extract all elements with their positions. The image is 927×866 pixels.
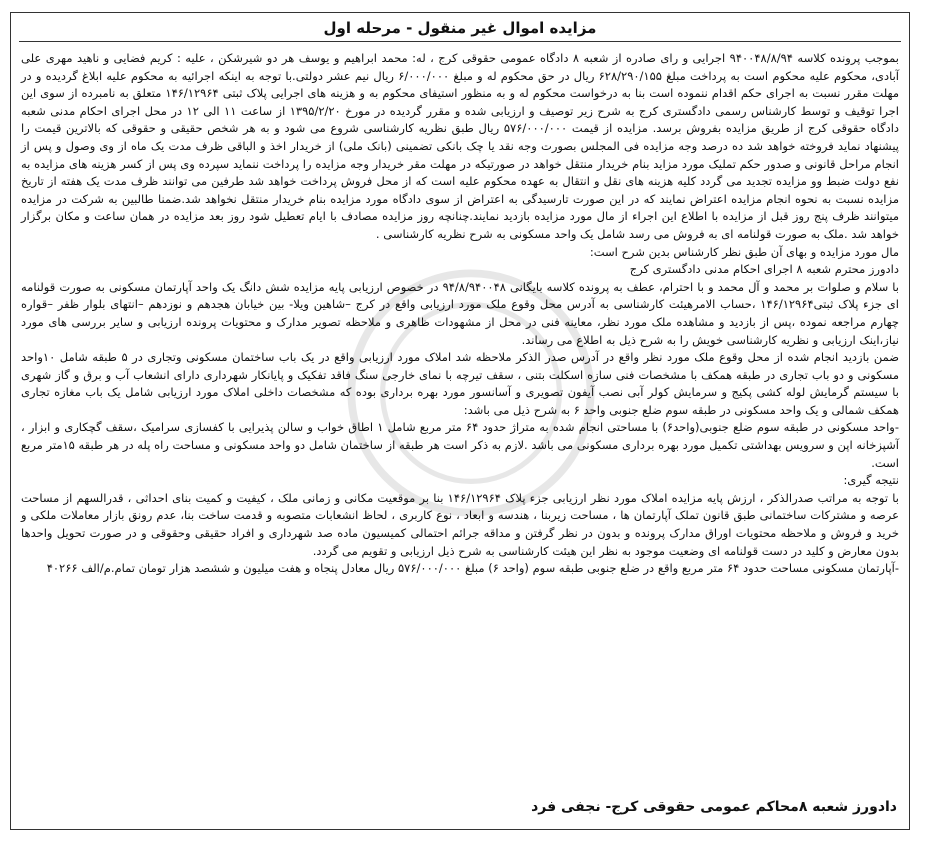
paragraph-addressee: دادورز محترم شعبه ۸ اجرای احکام مدنی دادگستری کرج <box>629 262 899 277</box>
notice-frame <box>10 12 910 830</box>
paragraph-unit-description: -واحد مسکونی در طبقه سوم ضلع جنوبی(واحد۶) با مساحتی انجام شده به متراژ حدود ۶۴ متر مربع شامل ۱ اطاق خواب و سالن پذیرایی با کفسازی سرامیک ،سقف گچکاری و ابزار ، آشپزخانه اپن و سرویس بهداشتی تکمیل مورد بهره برداری مسکونی می باشد .لازم به ذکر است هر طبقه از ساختمان شامل دو واحد مسکونی و مساحت راه پله در هر طبقه ۱۵متر مربع است. <box>21 420 899 470</box>
paragraph-subject: مال مورد مزایده و بهای آن طبق نظر کارشناس بدین شرح است: <box>589 244 899 259</box>
paragraph-valuation: -آپارتمان مسکونی مساحت حدود ۶۴ متر مربع واقع در ضلع جنوبی طبقه سوم (واحد ۶) مبلغ ۵۷۶/۰۰۰/۰۰۰ ریال معادل پنجاه و هفت میلیون و ششصد هزار تومان تمام.م/الف ۴۰۲۶۶ <box>46 561 899 576</box>
paragraph-intro: با سلام و صلوات بر محمد و آل محمد و با احترام، عطف به پرونده کلاسه بایگانی ۹۴/۸/۹۴۰۰۴۸ در خصوص ارزیابی پایه مزایده شش دانگ یک واحد آپارتمان مسکونی به صورت قولنامه ای جزء پلاک ثبتی۱۴۶/۱۲۹۶۴ ،حساب الامرهیئت کارشناسی به آدرس محل وقوع ملک مورد ارزیابی واقع در کرج –شاهین ویلا- بین خیابان هجدهم و نوزدهم –انتهای بلوار ظفر –قواره چهارم مراجعه نموده ،پس از بازدید و مشاهده ملک مورد نظر، معاینه فنی در محل از مشهودات ظاهری و ملاحظه تصویر مدارک و محتویات پرونده ارزیابی و سایر بررسی های مورد نیاز،اینک ارزیابی و نظریه کارشناسی خویش را به شرح ذیل به اطلاع می رساند. <box>21 279 899 347</box>
notice-title: مزایده اموال غیر منقول - مرحله اول <box>19 13 901 42</box>
paragraph-conclusion: با توجه به مراتب صدرالذکر ، ارزش پایه مزایده املاک مورد نظر ارزیابی جزء پلاک ۱۴۶/۱۲۹۶۴ بنا بر موقعیت مکانی و زمانی ملک ، کیفیت و کمیت بنای احداثی ، قدرالسهم از مساحت عرصه و مشترکات ساختمانی طبق قانون تملک آپارتمان ها ، مساحت زیربنا ، هندسه و ابعاد ، نوع کاربری ، لحاظ انشعابات متصوبه و قدمت ساخت بنا، عدم رونق بازار معاملات ملکی و خرید و فروش و ملاحظه محتویات اوراق مدارک پرونده و بدون در نظر گرفتن و مداقه جرائم احتمالی کمیسیون ماده صد شهرداری و افراد حقیقی وحقوقی و در صورت تحویل واحدها بدون معارض و کلید در دست قولنامه ای وضعیت موجود به نظر این هیئت کارشناسی به شرح ذیل ارزیابی و تقویم می گردد. <box>21 490 899 558</box>
paragraph-inspection: ضمن بازدید انجام شده از محل وقوع ملک مورد نظر واقع در آدرس صدر الذکر ملاحظه شد املاک مورد ارزیابی واقع در یک باب ساختمان مسکونی وتجاری در ۵ طبقه شامل ۱۰واحد مسکونی و دو باب تجاری در طبقه همکف با مشخصات فنی سازه اسکلت بتنی ، سقف تیرچه با نمای خارجی سنگ فاقد تفکیک و پایانکار شهرداری دارای انشعاب آب و برق و گاز شهری با سیستم گرمایش لوله کشی پکیج و سرمایش کولر آبی نصب آیفون تصویری و آسانسور مورد بهره برداری بوده که مشخصات داخلی املاک مورد ارزیابی شامل یک باب مغازه تجاری همکف شمالی و یک واحد مسکونی در طبقه سوم ضلع جنوبی واحد ۶ به شرح ذیل می باشد: <box>21 350 899 417</box>
paragraph-main: بموجب پرونده کلاسه ۹۴۰۰۴۸/۸/۹۴ اجرایی و رای صادره از شعبه ۸ دادگاه عمومی حقوقی کرج ، له: محمد ابراهیم و یوسف هر دو شیرشکن ، علیه : کریم فضایی و ناهید مهری علی آبادی، محکوم علیه محکوم است به پرداخت مبلغ ۶۲۸/۲۹۰/۱۵۵ ریال در حق محکوم له و مبلغ ۶/۰۰۰/۰۰۰ ریال نیم عشر دولتی.با توجه به اینکه اجرائیه به محکوم علیه ابلاغ گردیده و در مهلت مقرر نسبت به اجرای حکم اقدام ننموده است بنا به درخواست محکوم له و به منظور استیفای محکوم به و هزینه های اجرایی پلاک ثبتی ۱۴۶/۱۲۹۶۴ متعلق به نامبرده از سوی این اجرا توقیف و توسط کارشناس رسمی دادگستری کرج به شرح زیر توصیف و ارزیابی شده و مقرر گردیده در مورخ ۱۳۹۵/۲/۲۰ از ساعت ۱۱ الی ۱۲ در محل اجرای احکام مدنی شعبه دادگاه حقوقی کرج از طریق مزایده بفروش برسد. مزایده از قیمت ۵۷۶/۰۰۰/۰۰۰ ریال طبق نظریه کارشناسی شروع می شود و به هر شخص حقیقی و حقوقی که بالاترین قیمت را پیشنهاد نماید فروخته خواهد شد ده درصد وجه مزایده فی المجلس بصورت وجه نقد یا چک بانکی تضمینی (بانک ملی) از خریدار اخذ و الباقی ظرف مدت یک ماه از وی وصول و پس از انجام مراحل قانونی و صدور حکم تملیک مورد مزاید بنام خریدار منتقل خواهد در صورتیکه در مهلت مقر خریدار وجه مزایده را پرداخت ننماید سپرده وی پس از کسر هزینه های مزایده به نفع دولت ضبط وو مزایده تجدید می گردد کلیه هزینه های نقل و انتقال به عهده محکوم علیه است که از محل فروش پرداخت خواهد شد طرفین می توانند ظرف مدت یک هفته از تاریخ مزایده نسبت به نحوه انجام مزایده اعتراض نمایند که در این صورت تارسیدگی به اعتراض از سوی دادگاه مورد مزایده بنام خریدار منتقل نخواهد شد.ضمنا طالبین به شرکت در مزایده میتوانند ظرف پنج روز قبل از مزایده با اطلاع این اجراء از مال مورد مزایده بازدید نمایند.چنانچه روز مزایده مصادف با ایام تعطیل شود روز بعد مزایده در همان ساعت و مکان برگزار خواهد شد .ملک به صورت قولنامه ای به فروش می رسد شامل یک واحد مسکونی به شرح نظریه کارشناسی . <box>21 51 900 241</box>
signature: دادورز شعبه ۸محاکم عمومی حقوقی کرج- نجفی فرد <box>531 799 897 815</box>
notice-body <box>11 42 909 578</box>
paragraph-conclusion-heading: نتیجه گیری: <box>843 473 899 488</box>
